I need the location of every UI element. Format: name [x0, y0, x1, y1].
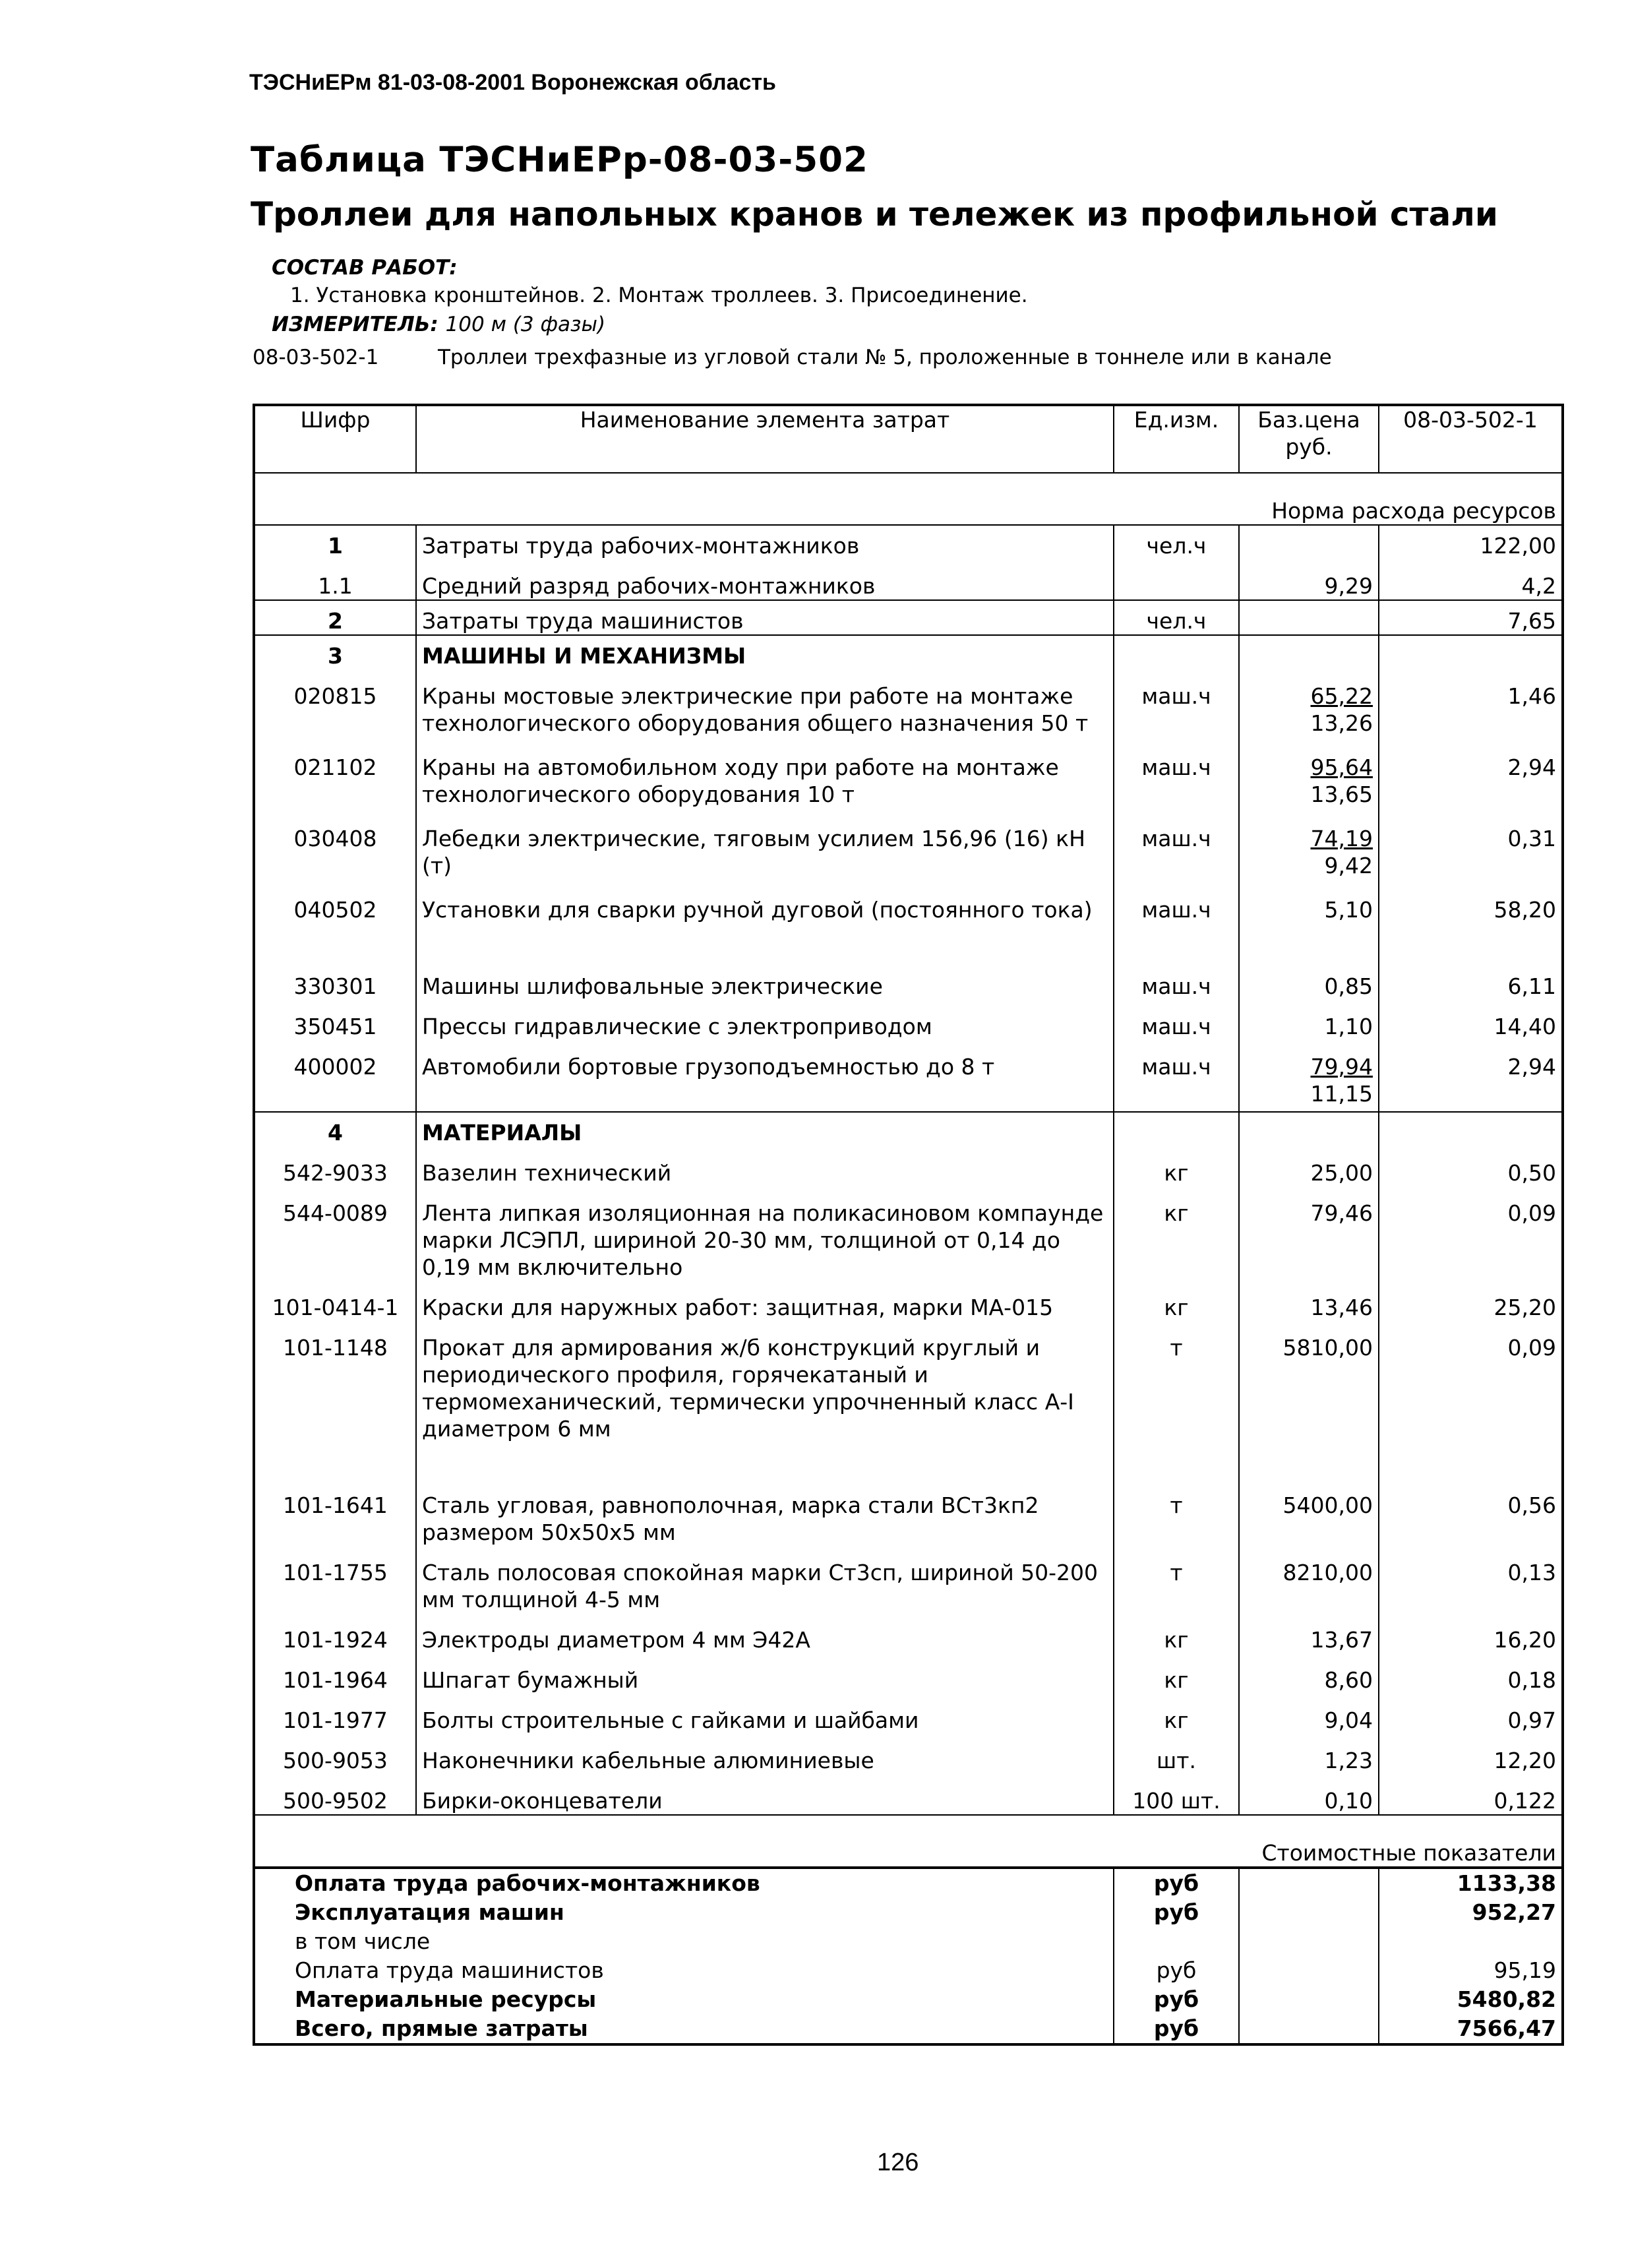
row-unit: т [1114, 1546, 1239, 1613]
composition-text: 1. Установка кронштейнов. 2. Монтаж троллеев. 3. Присоединение. [290, 284, 1028, 307]
row-norm-value [1379, 1112, 1563, 1146]
summary-name: Всего, прямые затраты [254, 2014, 1114, 2044]
row-name: Лебедки электрические, тяговым усилием 156,96 (16) кН (т) [416, 812, 1114, 883]
row-unit: маш.ч [1114, 669, 1239, 741]
summary-empty [1239, 2014, 1379, 2044]
price-value: 65,22 [1310, 683, 1373, 709]
summary-value: 95,19 [1379, 1956, 1563, 1985]
row-unit: шт. [1114, 1734, 1239, 1774]
row-unit: кг [1114, 1653, 1239, 1694]
price-operator-wage: 11,15 [1310, 1081, 1373, 1107]
item-code: 08-03-502-1 [253, 346, 379, 369]
row-code: 350451 [254, 1000, 416, 1040]
row-name: Средний разряд рабочих-монтажников [416, 559, 1114, 600]
row-price: 8210,00 [1239, 1546, 1379, 1613]
summary-empty [1239, 1927, 1379, 1956]
price-value: 95,64 [1310, 754, 1373, 780]
table-row [254, 635, 1563, 669]
table-row [254, 1000, 1563, 1040]
row-price: 13,46 [1239, 1281, 1379, 1321]
summary-value: 7566,47 [1379, 2014, 1563, 2044]
summary-name: Оплата труда рабочих-монтажников [254, 1868, 1114, 1898]
header-name: Наименование элемента затрат [416, 405, 1114, 473]
row-price: 25,00 [1239, 1146, 1379, 1186]
table-row [254, 1040, 1563, 1112]
page-number: 126 [877, 2149, 919, 2176]
summary-unit: руб [1114, 1898, 1239, 1927]
row-price [1239, 635, 1379, 669]
row-price: 79,46 [1239, 1186, 1379, 1281]
row-norm-value: 1,46 [1379, 669, 1563, 741]
row-norm-value [1379, 635, 1563, 669]
row-name: Затраты труда рабочих-монтажников [416, 525, 1114, 559]
row-price: 5400,00 [1239, 1479, 1379, 1546]
row-unit: чел.ч [1114, 525, 1239, 559]
row-price [1239, 812, 1379, 883]
row-name: Вазелин технический [416, 1146, 1114, 1186]
summary-row [254, 2014, 1563, 2044]
table-row [254, 1613, 1563, 1653]
row-price [1239, 669, 1379, 741]
row-norm-value: 2,94 [1379, 1040, 1563, 1112]
summary-unit: руб [1114, 1985, 1239, 2014]
row-unit: маш.ч [1114, 812, 1239, 883]
table-row [254, 1479, 1563, 1546]
summary-value [1379, 1927, 1563, 1956]
item-description: Троллеи трехфазные из угловой стали № 5, проложенные в тоннеле или в канале [438, 346, 1332, 369]
row-name: МАШИНЫ И МЕХАНИЗМЫ [416, 635, 1114, 669]
row-name: Краски для наружных работ: защитная, марки МА-015 [416, 1281, 1114, 1321]
row-norm-value: 0,97 [1379, 1694, 1563, 1734]
row-unit: маш.ч [1114, 1000, 1239, 1040]
summary-name: Эксплуатация машин [254, 1898, 1114, 1927]
summary-name: Оплата труда машинистов [254, 1956, 1114, 1985]
row-name: Затраты труда машинистов [416, 600, 1114, 635]
document-header: ТЭСНиЕРм 81-03-08-2001 Воронежская область [249, 70, 776, 95]
row-price [1239, 600, 1379, 635]
row-code: 1.1 [254, 559, 416, 600]
table-row [254, 525, 1563, 559]
summary-row [254, 1898, 1563, 1927]
meter-line [272, 313, 605, 336]
row-code: 101-1977 [254, 1694, 416, 1734]
row-code: 500-9502 [254, 1774, 416, 1815]
meter-value: 100 м (3 фазы) [445, 313, 606, 336]
row-name: Наконечники кабельные алюминиевые [416, 1734, 1114, 1774]
row-name: Сталь полосовая спокойная марки Ст3сп, шириной 50-200 мм толщиной 4-5 мм [416, 1546, 1114, 1613]
composition-label: СОСТАВ РАБОТ: [272, 256, 458, 280]
row-unit: кг [1114, 1694, 1239, 1734]
meter-label: ИЗМЕРИТЕЛЬ: [272, 313, 438, 336]
cost-band-label: Стоимостные показатели [254, 1815, 1563, 1868]
row-norm-value: 0,18 [1379, 1653, 1563, 1694]
row-unit: маш.ч [1114, 741, 1239, 812]
row-norm-value: 122,00 [1379, 525, 1563, 559]
row-code: 3 [254, 635, 416, 669]
row-price [1239, 1040, 1379, 1112]
row-code: 101-0414-1 [254, 1281, 416, 1321]
table-row [254, 960, 1563, 1000]
summary-row [254, 1868, 1563, 1898]
row-code: 020815 [254, 669, 416, 741]
row-unit: кг [1114, 1281, 1239, 1321]
row-name: Болты строительные с гайками и шайбами [416, 1694, 1114, 1734]
summary-value: 5480,82 [1379, 1985, 1563, 2014]
row-unit [1114, 635, 1239, 669]
row-unit: т [1114, 1321, 1239, 1479]
row-unit: маш.ч [1114, 883, 1239, 960]
summary-unit: руб [1114, 1868, 1239, 1898]
row-name: Электроды диаметром 4 мм Э42А [416, 1613, 1114, 1653]
row-code: 101-1924 [254, 1613, 416, 1653]
price-operator-wage: 13,65 [1310, 782, 1373, 807]
table-row [254, 1186, 1563, 1281]
table-row [254, 1546, 1563, 1613]
header-norm: 08-03-502-1 [1379, 405, 1563, 473]
row-norm-value: 7,65 [1379, 600, 1563, 635]
row-name: Автомобили бортовые грузоподъемностью до 8 т [416, 1040, 1114, 1112]
row-name: Машины шлифовальные электрические [416, 960, 1114, 1000]
row-name: Прокат для армирования ж/б конструкций круглый и периодического профиля, горячекатаный и термомеханический, термически упрочненный класс А-I диаметром 6 мм [416, 1321, 1114, 1479]
row-code: 500-9053 [254, 1734, 416, 1774]
table-row [254, 1734, 1563, 1774]
row-norm-value: 14,40 [1379, 1000, 1563, 1040]
row-price: 5810,00 [1239, 1321, 1379, 1479]
row-norm-value: 0,31 [1379, 812, 1563, 883]
row-name: Лента липкая изоляционная на поликасиновом компаунде марки ЛСЭПЛ, шириной 20-30 мм, толщиной от 0,14 до 0,19 мм включительно [416, 1186, 1114, 1281]
row-unit [1114, 559, 1239, 600]
row-norm-value: 12,20 [1379, 1734, 1563, 1774]
row-norm-value: 0,56 [1379, 1479, 1563, 1546]
row-price: 13,67 [1239, 1613, 1379, 1653]
row-norm-value: 0,122 [1379, 1774, 1563, 1815]
summary-empty [1239, 1868, 1379, 1898]
price-operator-wage: 13,26 [1310, 710, 1373, 736]
summary-unit: руб [1114, 1956, 1239, 1985]
summary-empty [1239, 1898, 1379, 1927]
table-row [254, 669, 1563, 741]
row-code: 101-1641 [254, 1479, 416, 1546]
table-row [254, 1653, 1563, 1694]
row-unit: 100 шт. [1114, 1774, 1239, 1815]
row-code: 330301 [254, 960, 416, 1000]
row-name: Бирки-оконцеватели [416, 1774, 1114, 1815]
row-unit: кг [1114, 1146, 1239, 1186]
summary-value: 1133,38 [1379, 1868, 1563, 1898]
row-code: 2 [254, 600, 416, 635]
row-unit: кг [1114, 1186, 1239, 1281]
row-norm-value: 0,50 [1379, 1146, 1563, 1186]
row-name: Установки для сварки ручной дуговой (постоянного тока) [416, 883, 1114, 960]
row-price: 8,60 [1239, 1653, 1379, 1694]
header-shifr: Шифр [254, 405, 416, 473]
table-row [254, 1146, 1563, 1186]
summary-name: Материальные ресурсы [254, 1985, 1114, 2014]
table-row [254, 1321, 1563, 1479]
row-price: 5,10 [1239, 883, 1379, 960]
row-code: 542-9033 [254, 1146, 416, 1186]
price-value: 79,94 [1310, 1054, 1373, 1080]
cost-band [254, 1815, 1563, 1868]
table-subtitle: Троллеи для напольных кранов и тележек из профильной стали [251, 195, 1498, 233]
summary-unit [1114, 1927, 1239, 1956]
row-unit: чел.ч [1114, 600, 1239, 635]
row-name: Краны на автомобильном ходу при работе на монтаже технологического оборудования 10 т [416, 741, 1114, 812]
row-code: 021102 [254, 741, 416, 812]
row-code: 1 [254, 525, 416, 559]
row-code: 544-0089 [254, 1186, 416, 1281]
row-name: Сталь угловая, равнополочная, марка стали ВСт3кп2 размером 50х50х5 мм [416, 1479, 1114, 1546]
row-norm-value: 0,09 [1379, 1321, 1563, 1479]
row-unit [1114, 1112, 1239, 1146]
row-norm-value: 58,20 [1379, 883, 1563, 960]
row-price: 0,10 [1239, 1774, 1379, 1815]
row-code: 030408 [254, 812, 416, 883]
summary-row [254, 1985, 1563, 2014]
table-row [254, 1694, 1563, 1734]
row-name: МАТЕРИАЛЫ [416, 1112, 1114, 1146]
row-norm-value: 0,09 [1379, 1186, 1563, 1281]
table-row [254, 812, 1563, 883]
row-norm-value: 16,20 [1379, 1613, 1563, 1653]
row-price: 9,29 [1239, 559, 1379, 600]
price-operator-wage: 9,42 [1324, 853, 1373, 878]
row-name: Шпагат бумажный [416, 1653, 1114, 1694]
row-norm-value: 0,13 [1379, 1546, 1563, 1613]
table-row [254, 1112, 1563, 1146]
summary-row [254, 1956, 1563, 1985]
row-price [1239, 741, 1379, 812]
row-name: Краны мостовые электрические при работе на монтаже технологического оборудования общего назначения 50 т [416, 669, 1114, 741]
summary-empty [1239, 1985, 1379, 2014]
norm-band-label: Норма расхода ресурсов [254, 473, 1563, 525]
table-header-row [254, 405, 1563, 473]
row-price [1239, 1112, 1379, 1146]
row-code: 101-1964 [254, 1653, 416, 1694]
resource-table [253, 404, 1564, 2046]
header-unit: Ед.изм. [1114, 405, 1239, 473]
summary-empty [1239, 1956, 1379, 1985]
row-price [1239, 525, 1379, 559]
summary-value: 952,27 [1379, 1898, 1563, 1927]
row-unit: кг [1114, 1613, 1239, 1653]
row-unit: маш.ч [1114, 1040, 1239, 1112]
row-name: Прессы гидравлические с электроприводом [416, 1000, 1114, 1040]
row-norm-value: 25,20 [1379, 1281, 1563, 1321]
summary-unit: руб [1114, 2014, 1239, 2044]
summary-row [254, 1927, 1563, 1956]
row-price: 1,10 [1239, 1000, 1379, 1040]
row-price: 0,85 [1239, 960, 1379, 1000]
table-title: Таблица ТЭСНиЕРр-08-03-502 [251, 140, 868, 180]
row-code: 4 [254, 1112, 416, 1146]
table-row [254, 741, 1563, 812]
row-unit: т [1114, 1479, 1239, 1546]
price-value: 74,19 [1310, 826, 1373, 851]
row-unit: маш.ч [1114, 960, 1239, 1000]
row-norm-value: 6,11 [1379, 960, 1563, 1000]
summary-name: в том числе [254, 1927, 1114, 1956]
table-row [254, 1774, 1563, 1815]
norm-band [254, 473, 1563, 525]
row-price: 9,04 [1239, 1694, 1379, 1734]
row-code: 040502 [254, 883, 416, 960]
row-code: 101-1148 [254, 1321, 416, 1479]
table-row [254, 600, 1563, 635]
row-code: 101-1755 [254, 1546, 416, 1613]
row-price: 1,23 [1239, 1734, 1379, 1774]
row-norm-value: 2,94 [1379, 741, 1563, 812]
table-row [254, 883, 1563, 960]
table-row [254, 559, 1563, 600]
table-row [254, 1281, 1563, 1321]
row-code: 400002 [254, 1040, 416, 1112]
row-norm-value: 4,2 [1379, 559, 1563, 600]
header-price: Баз.цена руб. [1239, 405, 1379, 473]
